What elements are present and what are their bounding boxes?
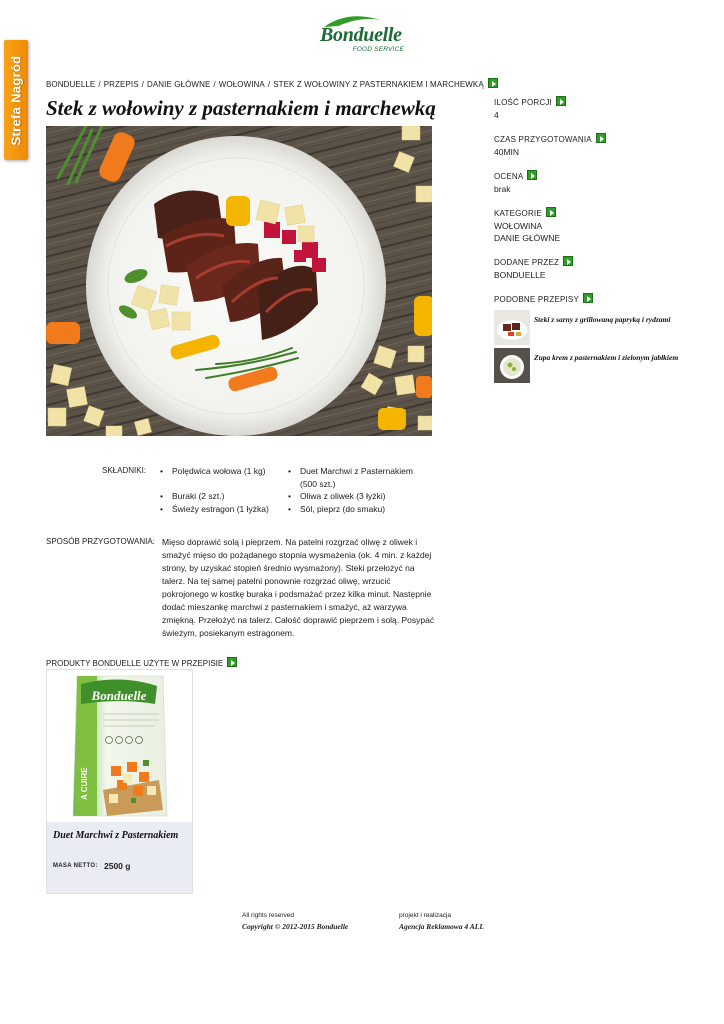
play-icon[interactable] [488,78,498,88]
categories-block [494,207,694,244]
rating-label: OCENA [494,172,524,181]
logo-subtitle: FOOD SERVICE [352,46,404,53]
preparation-text: Mięso doprawić solą i pieprzem. Na patelni rozgrzać oliwę z oliwek i smażyć mięso do pożądanego stopnia wysmażenia (ok. 4 min. z każdej strony, by uzyskać stopień średnio wysmażony). Steki przełożyć na talerz. Na tej samej patelni ponownie rozgrzać oliwę, wrzucić pokrojonego w kostkę buraka i podsmażać przez kilka minut. Następnie dodać mieszankę marchwi z pasternakiem i smażyć, aż warzywa zmiękną. Przełożyć na talerz. Całość doprawić pieprzem i solą. Posypać świeżym, posiekanym estragonem. [162,537,435,638]
ingredients-label: SKŁADNIKI: [102,466,147,475]
category-link-main-dish[interactable]: DANIE GŁÓWNE [494,233,561,243]
footer-project-label: projekt i realizacja [399,912,452,919]
time-label: CZAS PRZYGOTOWANIA [494,135,592,144]
play-icon[interactable] [546,207,556,217]
rewards-zone-tab[interactable] [4,40,28,160]
ingredient-item: • Sól, pieprz (do smaku) [288,503,413,516]
play-icon[interactable] [596,133,606,143]
added-by-value[interactable]: BONDUELLE [494,270,546,280]
similar-recipe-title: Steki z sarny z grillowaną papryką i rydzami [534,315,671,324]
ingredients-list-2 [288,465,413,515]
net-weight-value: 2500 g [104,861,131,871]
rating-value: brak [494,184,511,194]
ingredient-quantity: (500 szt.) [300,478,336,489]
ingredient-item: • Buraki (2 szt.) [160,490,269,503]
product-card[interactable] [46,669,193,894]
time-block [494,133,694,158]
footer-rights: All rights reserved [242,912,295,919]
footer-agency [399,912,484,931]
portions-block [494,96,694,121]
ingredient-text: Duet Marchwi z Pasternakiem [300,466,413,476]
similar-recipe-item[interactable] [494,348,694,383]
similar-recipe-item[interactable] [494,310,694,345]
ingredient-item: • Polędwica wołowa (1 kg) [160,465,269,478]
play-icon[interactable] [556,96,566,106]
breadcrumb-beef[interactable]: WOŁOWINA [218,80,265,89]
product-name: Duet Marchwi z Pasternakiem [53,830,179,841]
recipe-photo [46,126,432,436]
rewards-zone-label: Strefa Nagród [8,55,24,145]
breadcrumb-recipe[interactable]: PRZEPIS [103,80,139,89]
ingredient-item [288,465,413,490]
footer-copyright [242,912,348,931]
breadcrumb: BONDUELLE / PRZEPIS / DANIE GŁÓWNE / WOŁOWINA / STEK Z WOŁOWINY Z PASTERNAKIEM I MARCHEWKĄ [46,78,498,89]
bonduelle-logo[interactable] [316,14,410,58]
similar-recipe-thumbnail [494,310,530,345]
package-wordmark: Bonduelle [91,688,147,703]
products-used-heading [46,657,237,668]
package-side-text: A CUIRE [80,767,89,800]
play-icon[interactable] [583,293,593,303]
play-icon[interactable] [563,256,573,266]
similar-recipes-block [494,293,694,383]
products-used-label: PRODUKTY BONDUELLE UŻYTE W PRZEPISIE [46,659,224,668]
product-image [47,670,192,822]
logo-wordmark: Bonduelle [320,24,402,46]
play-icon[interactable] [227,657,237,667]
ingredients-list-1 [160,465,269,515]
preparation-label: SPOSÓB PRZYGOTOWANIA: [46,537,155,546]
added-by-block [494,256,694,281]
breadcrumb-main-dish[interactable]: DANIE GŁÓWNE [146,80,211,89]
categories-label: KATEGORIE [494,209,542,218]
portions-value: 4 [494,110,499,120]
added-by-label: DODANE PRZEZ [494,258,560,267]
page-title: Stek z wołowiny z pasternakiem i marchewką [46,96,436,120]
footer-agency-link[interactable]: Agencja Reklamowa 4 ALL [399,922,484,931]
net-weight-label: MASA NETTO: [53,863,98,869]
similar-recipe-title: Zupa krem z pasternakiem i zielonym jabłkiem [534,353,679,362]
portions-label: ILOŚĆ PORCJI [494,98,552,107]
recipe-info [494,96,694,395]
play-icon[interactable] [527,170,537,180]
time-value: 40MIN [494,147,520,157]
footer-copyright-text: Copyright © 2012-2015 Bonduelle [242,922,349,931]
rating-block [494,170,694,195]
similar-recipe-thumbnail [494,348,530,383]
ingredient-item: • Oliwa z oliwek (3 łyżki) [288,490,413,503]
breadcrumb-home[interactable]: BONDUELLE [46,80,96,89]
category-link-beef[interactable]: WOŁOWINA [494,221,543,231]
ingredient-item: • Świeży estragon (1 łyżka) [160,503,269,516]
similar-recipes-label: PODOBNE PRZEPISY [494,295,579,304]
breadcrumb-current[interactable]: STEK Z WOŁOWINY Z PASTERNAKIEM I MARCHEWKĄ [273,80,484,89]
